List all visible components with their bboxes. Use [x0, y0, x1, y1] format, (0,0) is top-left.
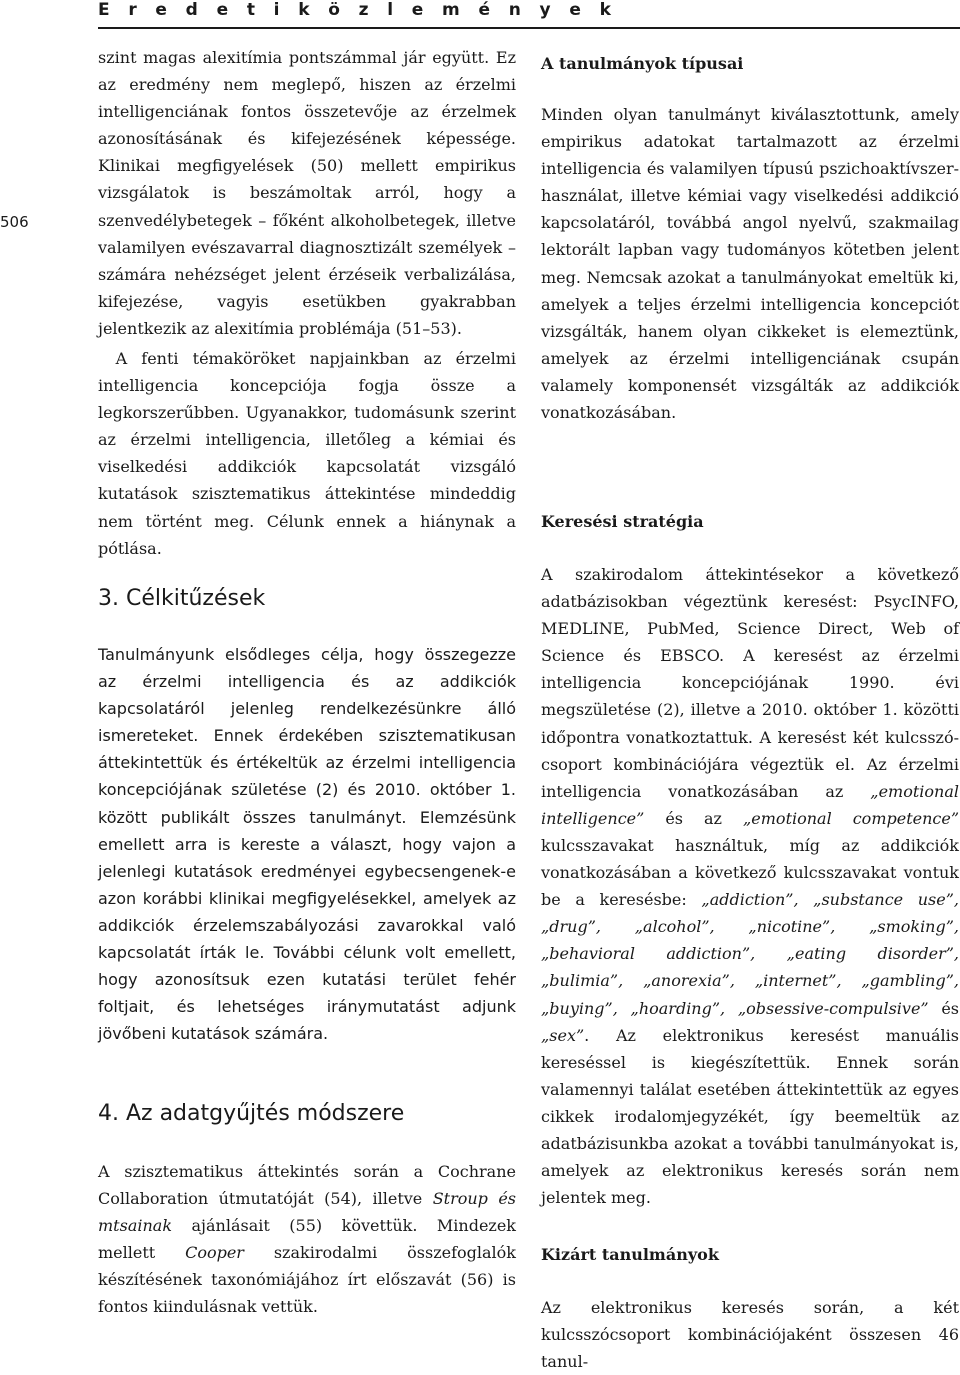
search-text-e: . Az elektronikus keresést manuális kereséssel is kiegészítettük. Ennek során valamennyi találat esetében áttekintettük az egyes cikkek irodalomjegyzékét, így beemeltük az adatbázisunkba azokat a további tanulmányokat is, amelyek az elektronikus keresés során nem jelentek meg.	[541, 1025, 959, 1208]
search-keyword-sex: „sex”	[541, 1025, 585, 1045]
methods-author-stroup: Stroup és mtsainak	[98, 1189, 516, 1236]
page-number: 506	[0, 213, 29, 231]
search-keyword-ei: „emotional intelligence”	[541, 781, 959, 828]
paragraph-alexithymia: szint magas alexitímia pontszámmal jár együtt. Ez az eredmény nem meglepő, hiszen az érzelmi intelligenciának fontos összetevője az érzelmek azonosításának és kifejezésének képessége. Klinikai megfigyelések (50) mellett empirikus vizsgálatok is beszámoltak arról, hogy a szenvedélybetegek – főként alkoholbetegek, illetve valamilyen evészavarral diagnosztizált személyek – számára nehézséget jelent érzéseik verbalizálása, kifejezése, vagyis esetükben gyakrabban jelentkezik az alexitímia problémája (51–53).	[98, 48, 516, 338]
search-text-b: és az	[644, 808, 743, 828]
search-keyword-ec: „emotional competence”	[743, 808, 960, 828]
methods-text-a: A szisztematikus áttekintés során a Cochrane Collaboration útmutatóját (54), illetve	[98, 1162, 516, 1209]
subheading-excluded-studies: Kizárt tanulmányok	[541, 1245, 719, 1264]
paragraph-ei-concept: A fenti témaköröket napjainkban az érzelmi intelligencia koncepciója fogja össze a legkorszerűbben. Ugyanakkor, tudomásunk szerint az érzelmi intelligencia, illetőleg a kémiai és viselkedési addikciók kapcsolatát vizsgáló kutatások szisztematikus áttekintése mindeddig nem történt meg. Célunk ennek a hiánynak a pótlása.	[98, 349, 516, 558]
methods-text-b: ajánlásait (55) követtük. Mindezek mellett	[98, 1216, 516, 1263]
paragraph-study-types: Minden olyan tanulmányt kiválasztottunk, amely empirikus adatokat tartalmazott az érzelmi intelligencia és valamilyen típusú pszichoaktívszer-használat, illetve kémiai vagy viselkedési addikció kapcsolatáról, továbbá angol nyelvű, szakmailag lektorált lapban vagy tudományos kötetben jelent meg. Nemcsak azokat a tanulmányokat emeltük ki, amelyek a teljes érzelmi intelligencia koncepciót vizsgálták, hanem olyan cikkeket is elemeztünk, amelyek az érzelmi intelligenciának csupán valamely komponensét vizsgálták az addikciók vonatkozásában.	[541, 105, 959, 423]
section-heading-methods: 4. Az adatgyűjtés módszere	[98, 1101, 405, 1126]
paragraph-objectives: Tanulmányunk elsődleges célja, hogy összegezze az érzelmi intelligencia és az addikciók kapcsolatáról jelenleg rendelkezésünkre álló ismereteket. Ennek érdekében szisztematikusan áttekintettük és értékeltük az érzelmi intelligencia koncepciójának születése (2) és 2010. október 1. között publikált összes tanulmányt. Elemzésünk emellett arra is kereste a választ, hogy vajon a jelenlegi kutatások eredményei egybecsengenek-e azon korábbi klinikai megfigyelésekkel, amelyek az addikciók érzelemszabályozási zavarokkal való kapcsolatát írták le. További célunk volt emellett, hogy azonosítsuk ezen kutatási terület fehér foltjait, és lehetséges iránymutatást adjunk jövőbeni kutatások számára.	[98, 645, 516, 1044]
methods-author-cooper: Cooper	[185, 1243, 244, 1263]
header-rule	[98, 27, 960, 29]
subheading-study-types: A tanulmányok típusai	[541, 54, 744, 73]
methods-text-c: szakirodalmi összefoglalók készítésének taxonómiájához írt előszavát (56) is fontos kiindulásnak vettük.	[98, 1243, 516, 1317]
subheading-search-strategy: Keresési stratégia	[541, 512, 704, 531]
search-text-d: és	[928, 998, 959, 1018]
search-keywords-addiction: „addiction”, „substance use”, „drug”, „alcohol”, „nicotine”, „smoking”, „behavioral addiction”, „eating disorder”, „bulimia”, „anorexia”, „internet”, „gambling”, „buying”, „hoarding”, „obsessive-compulsive”	[541, 890, 960, 1018]
paragraph-excluded-studies: Az elektronikus keresés során, a két kulcsszócsoport kombinációjaként összesen 46 tanul-	[541, 1298, 959, 1372]
search-text-a: A szakirodalom áttekintésekor a következő adatbázisokban végeztünk keresést: PsycINFO, MEDLINE, PubMed, Science Direct, Web of Science és EBSCO. A keresést az érzelmi intelligencia koncepciójának 1990. évi megszületése (2), illetve a 2010. október 1. közötti időpontra vonatkoztattuk. A keresést két kulcsszó-csoport kombinációjára végeztük el. Az érzelmi intelligencia vonatkozásában az	[541, 565, 959, 801]
paragraph-search-strategy	[541, 561, 959, 1211]
paragraph-methods	[98, 1158, 516, 1321]
search-text-c: kulcsszavakat használtuk, míg az addikciók vonatkozásában a következő kulcsszavakat vontuk be a keresésbe:	[541, 835, 959, 910]
section-heading-objectives: 3. Célkitűzések	[98, 586, 266, 611]
running-head: E r e d e t i k ö z l e m é n y e k	[98, 0, 618, 20]
